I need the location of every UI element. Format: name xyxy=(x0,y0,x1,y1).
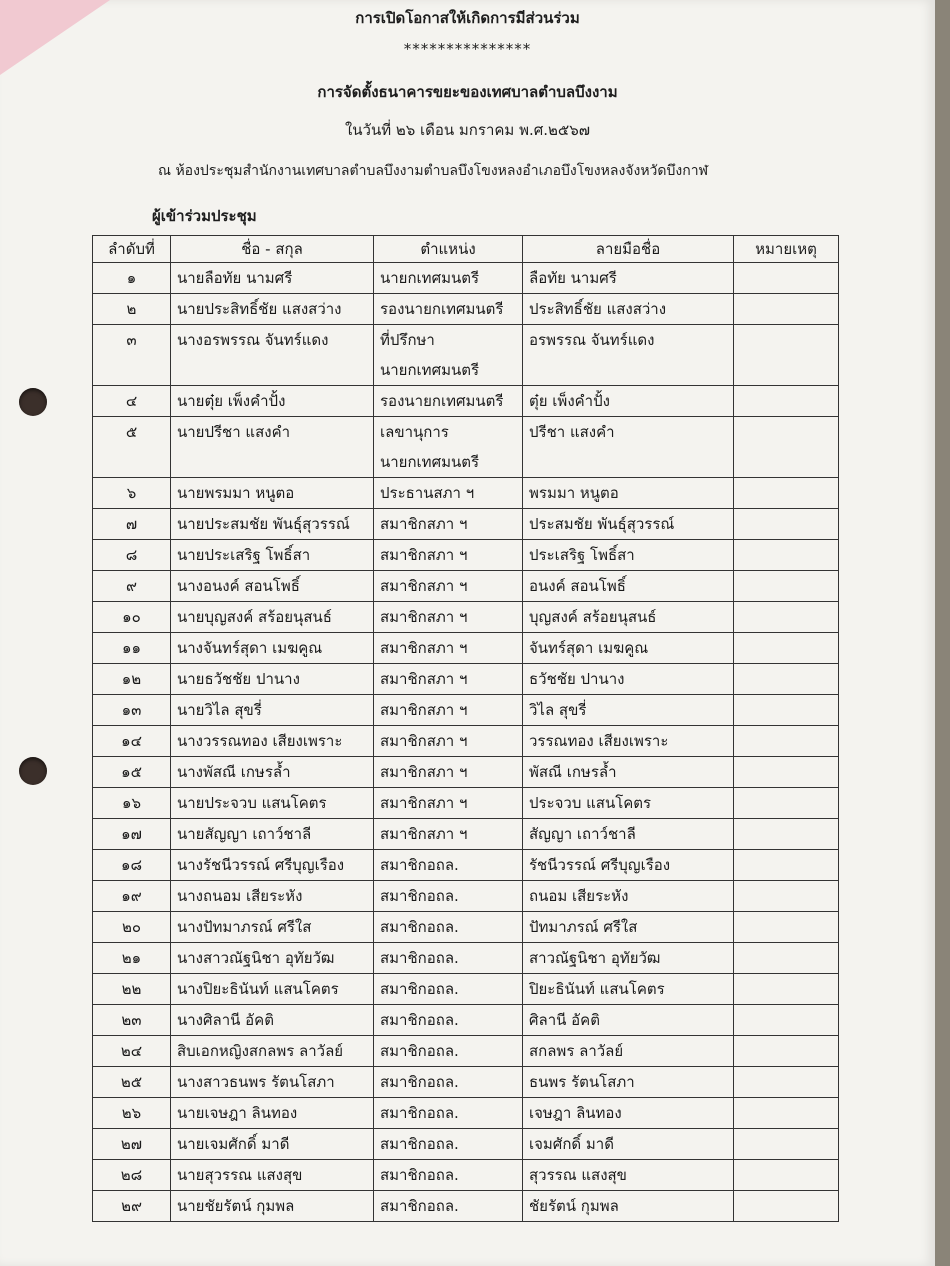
row-name: นางพัสณี เกษรล้ำ xyxy=(171,757,374,788)
row-signature: สัญญา เถาว์ชาลี xyxy=(523,819,734,850)
table-row xyxy=(93,850,839,881)
row-number: ๒๙ xyxy=(93,1191,171,1222)
row-note xyxy=(734,540,839,571)
row-name: นางสาวณัฐนิชา อุทัยวัฒ xyxy=(171,943,374,974)
meeting-date: ในวันที่ ๒๖ เดือน มกราคม พ.ศ.๒๕๖๗ xyxy=(344,121,591,139)
row-position: นายกเทศมนตรี xyxy=(374,263,523,294)
row-position: สมาชิกอถล. xyxy=(374,1160,523,1191)
table-row xyxy=(93,974,839,1005)
row-number: ๑๒ xyxy=(93,664,171,695)
row-name: นายประสมชัย พันธุ์สุวรรณ์ xyxy=(171,509,374,540)
row-note xyxy=(734,1005,839,1036)
punch-hole xyxy=(19,388,47,416)
row-signature: ประเสริฐ โพธิ์สา xyxy=(523,540,734,571)
table-row xyxy=(93,726,839,757)
table-row xyxy=(93,571,839,602)
row-signature: ธนพร รัตนโสภา xyxy=(523,1067,734,1098)
row-note xyxy=(734,263,839,294)
row-name: นายธวัชชัย ปานาง xyxy=(171,664,374,695)
row-signature: เจษฎา ลินทอง xyxy=(523,1098,734,1129)
row-signature: สกลพร ลาวัลย์ xyxy=(523,1036,734,1067)
row-signature: เจมศักดิ์ มาดี xyxy=(523,1129,734,1160)
table-row xyxy=(93,325,839,386)
row-signature: อนงค์ สอนโพธิ์ xyxy=(523,571,734,602)
row-note xyxy=(734,850,839,881)
row-number: ๒๑ xyxy=(93,943,171,974)
row-signature: ประสมชัย พันธุ์สุวรรณ์ xyxy=(523,509,734,540)
row-position: รองนายกเทศมนตรี xyxy=(374,294,523,325)
row-note xyxy=(734,974,839,1005)
row-note xyxy=(734,912,839,943)
row-number: ๒๗ xyxy=(93,1129,171,1160)
row-number: ๔ xyxy=(93,386,171,417)
table-row xyxy=(93,1160,839,1191)
row-position: สมาชิกอถล. xyxy=(374,850,523,881)
row-name: นายประเสริฐ โพธิ์สา xyxy=(171,540,374,571)
row-number: ๑๗ xyxy=(93,819,171,850)
row-number: ๒๘ xyxy=(93,1160,171,1191)
row-number: ๑ xyxy=(93,263,171,294)
row-signature: พัสณี เกษรล้ำ xyxy=(523,757,734,788)
row-name: นางถนอม เสียระหัง xyxy=(171,881,374,912)
row-signature: ปิยะธินันท์ แสนโคตร xyxy=(523,974,734,1005)
row-signature: ตุ๋ย เพ็งคำปั้ง xyxy=(523,386,734,417)
row-signature: อรพรรณ จันทร์แดง xyxy=(523,325,734,386)
row-position: สมาชิกสภา ฯ xyxy=(374,819,523,850)
row-name: นายชัยรัตน์ กุมพล xyxy=(171,1191,374,1222)
row-number: ๑๘ xyxy=(93,850,171,881)
row-note xyxy=(734,757,839,788)
row-position-line2: นายกเทศมนตรี xyxy=(380,453,480,471)
row-name: นายวิไล สุขรี่ xyxy=(171,695,374,726)
row-note xyxy=(734,478,839,509)
row-signature: สุวรรณ แสงสุข xyxy=(523,1160,734,1191)
row-name: นางปิยะธินันท์ แสนโคตร xyxy=(171,974,374,1005)
row-position: สมาชิกสภา ฯ xyxy=(374,757,523,788)
row-name: นายปรีชา แสงคำ xyxy=(171,417,374,478)
row-number: ๑๐ xyxy=(93,602,171,633)
table-row xyxy=(93,540,839,571)
table-row xyxy=(93,1191,839,1222)
row-note xyxy=(734,726,839,757)
attendance-table xyxy=(92,235,839,1222)
row-name: นายเจษฎา ลินทอง xyxy=(171,1098,374,1129)
row-note xyxy=(734,509,839,540)
row-name: นางศิลานี อัคติ xyxy=(171,1005,374,1036)
row-position: สมาชิกสภา ฯ xyxy=(374,726,523,757)
row-position: สมาชิกอถล. xyxy=(374,1067,523,1098)
table-row xyxy=(93,1036,839,1067)
row-note xyxy=(734,881,839,912)
row-signature: ชัยรัตน์ กุมพล xyxy=(523,1191,734,1222)
row-position: สมาชิกสภา ฯ xyxy=(374,633,523,664)
table-row xyxy=(93,263,839,294)
row-note xyxy=(734,602,839,633)
row-number: ๒๕ xyxy=(93,1067,171,1098)
table-header-row xyxy=(93,236,839,263)
row-name: นายสุวรรณ แสงสุข xyxy=(171,1160,374,1191)
table-row xyxy=(93,788,839,819)
row-note xyxy=(734,695,839,726)
row-position: สมาชิกสภา ฯ xyxy=(374,509,523,540)
row-position-line2: นายกเทศมนตรี xyxy=(380,361,480,379)
row-signature: ปรีชา แสงคำ xyxy=(523,417,734,478)
row-position: สมาชิกอถล. xyxy=(374,912,523,943)
row-signature: สาวณัฐนิชา อุทัยวัฒ xyxy=(523,943,734,974)
row-signature: ประจวบ แสนโคตร xyxy=(523,788,734,819)
row-number: ๑๔ xyxy=(93,726,171,757)
row-position: สมาชิกอถล. xyxy=(374,943,523,974)
row-number: ๒๐ xyxy=(93,912,171,943)
row-position: สมาชิกอถล. xyxy=(374,881,523,912)
row-position-line1: เลขานุการ xyxy=(380,423,449,441)
row-name: นายลือทัย นามศรี xyxy=(171,263,374,294)
header-note: หมายเหตุ xyxy=(734,236,839,263)
row-number: ๕ xyxy=(93,417,171,478)
table-row xyxy=(93,386,839,417)
punch-hole xyxy=(19,757,47,785)
row-note xyxy=(734,1129,839,1160)
row-name: นายบุญสงค์ สร้อยนุสนธ์ xyxy=(171,602,374,633)
row-name: นายพรมมา หนูตอ xyxy=(171,478,374,509)
row-number: ๘ xyxy=(93,540,171,571)
table-row xyxy=(93,819,839,850)
row-position xyxy=(374,325,523,386)
row-note xyxy=(734,1191,839,1222)
row-name: นายเจมศักดิ์ มาดี xyxy=(171,1129,374,1160)
row-name: นางสาวธนพร รัตนโสภา xyxy=(171,1067,374,1098)
row-number: ๑๑ xyxy=(93,633,171,664)
row-number: ๙ xyxy=(93,571,171,602)
row-position: สมาชิกอถล. xyxy=(374,974,523,1005)
row-signature: ศิลานี อัคติ xyxy=(523,1005,734,1036)
row-position: สมาชิกสภา ฯ xyxy=(374,540,523,571)
table-row xyxy=(93,602,839,633)
row-note xyxy=(734,571,839,602)
row-signature: วรรณทอง เสียงเพราะ xyxy=(523,726,734,757)
row-position xyxy=(374,417,523,478)
attendees-heading: ผู้เข้าร่วมประชุม xyxy=(152,207,257,225)
row-name: นายสัญญา เถาว์ชาลี xyxy=(171,819,374,850)
document-subtitle: การจัดตั้งธนาคารขยะของเทศบาลตำบลบึงงาม xyxy=(317,83,618,101)
row-note xyxy=(734,294,839,325)
row-name: นางรัชนีวรรณ์ ศรีบุญเรือง xyxy=(171,850,374,881)
row-number: ๗ xyxy=(93,509,171,540)
table-row xyxy=(93,664,839,695)
row-position: สมาชิกสภา ฯ xyxy=(374,695,523,726)
row-signature: ปัทมาภรณ์ ศรีใส xyxy=(523,912,734,943)
table-row xyxy=(93,478,839,509)
row-position: รองนายกเทศมนตรี xyxy=(374,386,523,417)
row-name: สิบเอกหญิงสกลพร ลาวัลย์ xyxy=(171,1036,374,1067)
row-signature: วิไล สุขรี่ xyxy=(523,695,734,726)
row-name: นางปัทมาภรณ์ ศรีใส xyxy=(171,912,374,943)
row-name: นางอรพรรณ จันทร์แดง xyxy=(171,325,374,386)
header-position: ตำแหน่ง xyxy=(374,236,523,263)
table-row xyxy=(93,633,839,664)
row-position: ประธานสภา ฯ xyxy=(374,478,523,509)
row-name: นายตุ๋ย เพ็งคำปั้ง xyxy=(171,386,374,417)
row-signature: บุญสงค์ สร้อยนุสนธ์ xyxy=(523,602,734,633)
row-position: สมาชิกอถล. xyxy=(374,1005,523,1036)
row-note xyxy=(734,417,839,478)
row-signature: พรมมา หนูตอ xyxy=(523,478,734,509)
table-row xyxy=(93,695,839,726)
title-separator: *************** xyxy=(403,40,532,58)
row-position-line1: ที่ปรึกษา xyxy=(380,331,435,349)
table-row xyxy=(93,912,839,943)
row-note xyxy=(734,788,839,819)
row-position: สมาชิกอถล. xyxy=(374,1191,523,1222)
row-signature: ถนอม เสียระหัง xyxy=(523,881,734,912)
row-signature: ประสิทธิ์ชัย แสงสว่าง xyxy=(523,294,734,325)
table-row xyxy=(93,509,839,540)
header-no: ลำดับที่ xyxy=(93,236,171,263)
row-signature: ลือทัย นามศรี xyxy=(523,263,734,294)
row-number: ๑๓ xyxy=(93,695,171,726)
table-row xyxy=(93,1005,839,1036)
table-row xyxy=(93,417,839,478)
table-row xyxy=(93,943,839,974)
row-number: ๒ xyxy=(93,294,171,325)
row-signature: ธวัชชัย ปานาง xyxy=(523,664,734,695)
row-name: นางจันทร์สุดา เมฆคูณ xyxy=(171,633,374,664)
table-row xyxy=(93,881,839,912)
table-row xyxy=(93,1098,839,1129)
row-number: ๒๔ xyxy=(93,1036,171,1067)
row-note xyxy=(734,1160,839,1191)
row-note xyxy=(734,1036,839,1067)
row-name: นางวรรณทอง เสียงเพราะ xyxy=(171,726,374,757)
header-name: ชื่อ - สกุล xyxy=(171,236,374,263)
table-row xyxy=(93,294,839,325)
table-row xyxy=(93,1067,839,1098)
row-position: สมาชิกสภา ฯ xyxy=(374,602,523,633)
row-signature: รัชนีวรรณ์ ศรีบุญเรือง xyxy=(523,850,734,881)
row-note xyxy=(734,386,839,417)
meeting-venue: ณ ห้องประชุมสำนักงานเทศบาลตำบลบึงงามตำบลบึงโขงหลงอำเภอบึงโขงหลงจังหวัดบึงกาฬ xyxy=(158,163,709,179)
row-note xyxy=(734,819,839,850)
row-note xyxy=(734,1067,839,1098)
row-number: ๑๙ xyxy=(93,881,171,912)
row-number: ๒๒ xyxy=(93,974,171,1005)
row-number: ๒๖ xyxy=(93,1098,171,1129)
table-row xyxy=(93,757,839,788)
row-note xyxy=(734,943,839,974)
row-position: สมาชิกอถล. xyxy=(374,1098,523,1129)
row-number: ๖ xyxy=(93,478,171,509)
row-number: ๑๖ xyxy=(93,788,171,819)
row-position: สมาชิกสภา ฯ xyxy=(374,788,523,819)
row-position: สมาชิกอถล. xyxy=(374,1036,523,1067)
header-signature: ลายมือชื่อ xyxy=(523,236,734,263)
row-note xyxy=(734,633,839,664)
row-number: ๓ xyxy=(93,325,171,386)
row-note xyxy=(734,664,839,695)
row-note xyxy=(734,1098,839,1129)
row-number: ๒๓ xyxy=(93,1005,171,1036)
row-signature: จันทร์สุดา เมฆคูณ xyxy=(523,633,734,664)
row-position: สมาชิกสภา ฯ xyxy=(374,571,523,602)
row-position: สมาชิกอถล. xyxy=(374,1129,523,1160)
row-name: นายประจวบ แสนโคตร xyxy=(171,788,374,819)
document-title: การเปิดโอกาสให้เกิดการมีส่วนร่วม xyxy=(355,9,580,27)
row-position: สมาชิกสภา ฯ xyxy=(374,664,523,695)
row-name: นางอนงค์ สอนโพธิ์ xyxy=(171,571,374,602)
table-row xyxy=(93,1129,839,1160)
row-number: ๑๕ xyxy=(93,757,171,788)
row-name: นายประสิทธิ์ชัย แสงสว่าง xyxy=(171,294,374,325)
row-note xyxy=(734,325,839,386)
